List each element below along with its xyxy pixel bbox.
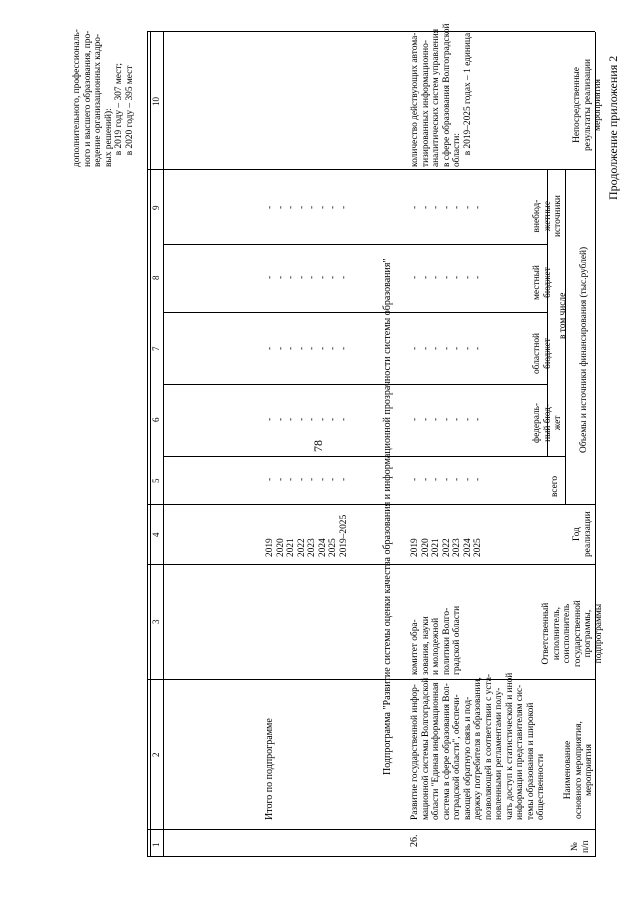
row-name: Развитие государственной инфор- мационной системы Волгоградской области "Единая информационная система в сфере образования Вол- гоградской области", обеспечи- вающей обратную связь и под- держку потребителя в образовании, позволяющей в соответствии с уста- новленными регламентами полу- чать доступ к статистической и иной информации представителям сис- темы образования и широкой общественности	[410, 672, 546, 820]
row-responsible: комитет обра- зования, науки и молодежной политики Волго- градской области	[410, 605, 462, 675]
col-number: 5	[151, 478, 161, 483]
header-extra: внебюд- жетные источники	[532, 195, 563, 237]
header-local: местный бюджет	[532, 265, 553, 300]
row-number: 26.	[409, 834, 420, 847]
subtotal-total: - - - - - - - -	[265, 477, 349, 481]
subprogram-title: Подпрограмма "Развитие системы оценки качества образования и информационной прозрачности системы образования"	[382, 258, 393, 775]
col-number: 10	[151, 97, 161, 106]
header-no: № п/п	[570, 840, 591, 853]
header-responsible: Ответственный исполнитель, соисполнитель государственной программы, подпрограммы	[541, 600, 604, 667]
header-year: Год реализации	[572, 511, 593, 557]
col-number: 1	[151, 842, 161, 847]
subtotal-label: Итого по подпрограмме	[264, 718, 275, 820]
header-name: Наименование основного мероприятия, мероприятия	[563, 721, 594, 819]
subtotal-years: 2019 2020 2021 2022 2023 2024 2025 2019–2025	[265, 514, 349, 557]
header-funding: Объемы и источники финансирования (тыс.рублей)	[579, 246, 589, 453]
col-number: 6	[151, 417, 161, 422]
header-regional: областной бюджет	[532, 332, 553, 374]
col-number: 9	[151, 205, 161, 210]
row-years: 2019 2020 2021 2022 2023 2024 2025	[410, 538, 483, 557]
subtotal-extra: - - - - - - - -	[265, 205, 349, 209]
row-federal: - - - - - - -	[410, 417, 483, 421]
col-number: 8	[151, 275, 161, 280]
row-total: - - - - - - -	[410, 477, 483, 481]
subtotal-local: - - - - - - - -	[265, 275, 349, 279]
col-number: 2	[151, 752, 161, 757]
subtotal-federal: - - - - - - - -	[265, 417, 349, 421]
header-total: всего	[550, 475, 560, 497]
header-result: Непосредственные результаты реализации мероприятия	[572, 58, 603, 151]
row-result: количество действующих автома- тизированных информационно- аналитических систем управления в сфере образования Волгоградской области: в 2019–2025 годах – 1 единица	[410, 23, 473, 167]
row-local: - - - - - - -	[410, 275, 483, 279]
header-incl: в том числе	[558, 292, 568, 339]
header-federal: федераль- ный бюд- жет	[532, 402, 563, 443]
row-regional: - - - - - - -	[410, 346, 483, 350]
col-number: 4	[151, 532, 161, 537]
col-number: 7	[151, 346, 161, 351]
appendix-note: Продолжение приложения 2	[606, 55, 620, 200]
page-number: 78	[311, 440, 325, 452]
row-extra: - - - - - - -	[410, 205, 483, 209]
col-number: 3	[151, 619, 161, 624]
continued-result-text: дополнительного, профессиональ- ного и высшего образования, про- ведение организационных кадро- вых решений): в 2019 году – 307 мест; в 2020 году – 395 мест	[72, 29, 135, 167]
subtotal-regional: - - - - - - - -	[265, 346, 349, 350]
